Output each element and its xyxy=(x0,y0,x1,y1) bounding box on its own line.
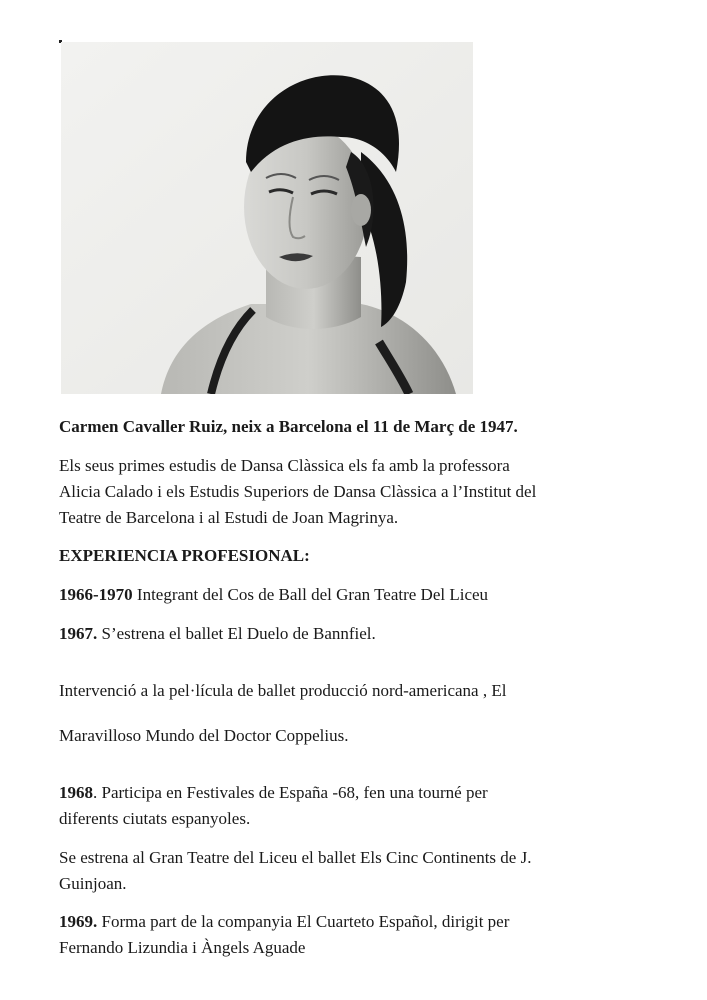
entry-1968-line-1 xyxy=(59,780,659,805)
intro-line-3: Teatre de Barcelona i al Estudi de Joan Magrinya. xyxy=(59,508,399,527)
entry-1969-line-1 xyxy=(59,909,659,934)
name-birth-line: Carmen Cavaller Ruiz, neix a Barcelona el 11 de Març de 1947. xyxy=(59,417,518,436)
entry-1966 xyxy=(59,582,659,607)
portrait-photo xyxy=(61,42,473,394)
intro-line-1: Els seus primes estudis de Dansa Clàssica els fa amb la professora xyxy=(59,456,510,475)
entry-text: . Participa en Festivales de España -68, fen una tourné per xyxy=(93,783,488,802)
liceu-line-1: Se estrena al Gran Teatre del Liceu el ballet Els Cinc Continents de J. xyxy=(59,848,532,867)
entry-1969-line-2: Fernando Lizundia i Àngels Aguade xyxy=(59,938,306,957)
entry-year: 1969. xyxy=(59,912,98,931)
entry-year: 1967. xyxy=(59,624,98,643)
entry-year: 1966-1970 xyxy=(59,585,133,604)
entry-1967 xyxy=(59,621,659,646)
entry-text: S’estrena el ballet El Duelo de Bannfiel. xyxy=(97,624,376,643)
film-line-1: Intervenció a la pel·lícula de ballet producció nord-americana , El xyxy=(59,681,507,700)
entry-year: 1968 xyxy=(59,783,93,802)
entry-text: Forma part de la companyia El Cuarteto Español, dirigit per xyxy=(97,912,510,931)
section-title: EXPERIENCIA PROFESIONAL: xyxy=(59,546,310,565)
entry-text: Integrant del Cos de Ball del Gran Teatre Del Liceu xyxy=(132,585,489,604)
film-line-2: Maravilloso Mundo del Doctor Coppelius. xyxy=(59,726,349,745)
entry-1968-line-2: diferents ciutats espanyoles. xyxy=(59,809,251,828)
liceu-line-2: Guinjoan. xyxy=(59,874,127,893)
intro-line-2: Alicia Calado i els Estudis Superiors de Dansa Clàssica a l’Institut del xyxy=(59,482,537,501)
